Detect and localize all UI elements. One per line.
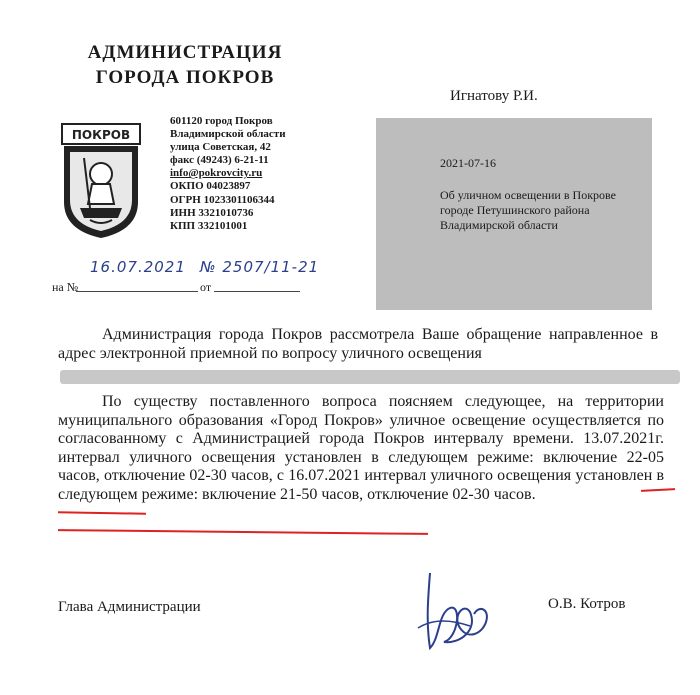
signer-name: О.В. Котров (548, 596, 626, 612)
handwritten-signature-icon (400, 568, 510, 658)
handwritten-number: № 2507/11-21 (200, 258, 320, 276)
red-underline-mark (58, 511, 146, 514)
org-title (80, 40, 290, 90)
address-line: 601120 город Покров (170, 115, 273, 127)
body-paragraph-1: Администрация города Покров рассмотрела Ваше обращение направленное в адрес электронной приемной по вопросу уличного освещения (58, 326, 658, 362)
address-block (170, 115, 286, 233)
registration-line (52, 270, 302, 296)
reg-number-underline (76, 291, 198, 292)
reg-date-underline (214, 291, 300, 292)
signer-position: Глава Администрации (58, 599, 201, 615)
reg-ot-label: от (200, 280, 212, 294)
org-title-line1: АДМИНИСТРАЦИЯ (87, 42, 283, 63)
redacted-text-bar (60, 370, 680, 384)
letter-subject: Об уличном освещении в Покрове городе Петушинского района Владимирской области (440, 188, 616, 232)
body-paragraph-2: По существу поставленного вопроса поясняем следующее, на территории муниципального образования «Город Покров» уличное освещение осуществляется по согласованному с Администрацией города Покров интервалу времени. 13.07.2021г. интервал уличного освещения установлен в следующем режиме: включение 22-05 часов, отключение 02-30 часов, с 16.07.2021 интервал уличного освещения установлен в следующем режиме: включение 21-50 часов, отключение 02-30 часов. (58, 393, 664, 503)
recipient-name: Игнатову Р.И. (450, 88, 538, 104)
email-link[interactable]: info@pokrovcity.ru (170, 167, 263, 180)
address-line: Владимирской области (170, 128, 286, 141)
org-title-line2: ГОРОДА ПОКРОВ (95, 67, 275, 88)
okpo-line: ОКПО 04023897 (170, 180, 251, 193)
inn-line: ИНН 3321010736 (170, 206, 254, 219)
red-underline-mark (58, 529, 428, 534)
address-line: улица Советская, 42 (170, 141, 271, 154)
emblem-label: ПОКРОВ (71, 128, 131, 142)
kpp-line: КПП 332101001 (170, 219, 248, 232)
city-coat-of-arms-emblem (60, 122, 142, 240)
reg-na-label: на № (52, 280, 79, 294)
handwritten-date: 16.07.2021 (90, 258, 186, 276)
ogrn-line: ОГРН 1023301106344 (170, 193, 275, 206)
fax-line: факс (49243) 6-21-11 (170, 154, 269, 167)
letter-date: 2021-07-16 (440, 156, 496, 170)
